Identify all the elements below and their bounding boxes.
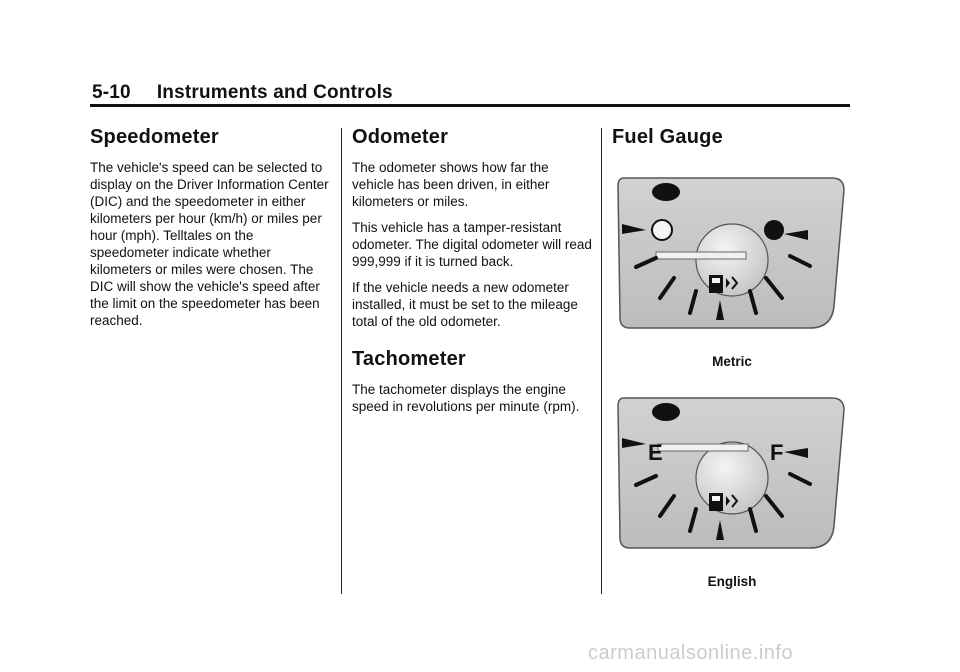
- column-divider-2: [601, 128, 602, 594]
- full-filled-circle-icon: [764, 220, 784, 240]
- odometer-paragraph-1: The odometer shows how far the vehicle has been driven, in either kilometers or miles.: [352, 160, 550, 209]
- page-header: [92, 82, 393, 104]
- speedometer-paragraph: The vehicle's speed can be selected to display on the Driver Information Center (DIC) and the speedometer in either kilometers per hour (km/h) or miles per hour (mph). Telltales on the speedometer indicate whether kilometers or miles were chosen. The DIC will show the vehicle's speed after the limit on the speedometer has been reached.: [90, 160, 329, 328]
- tachometer-heading: Tachometer: [352, 348, 466, 370]
- page-number: 5-10: [92, 82, 131, 103]
- odometer-paragraph-3: If the vehicle needs a new odometer installed, it must be set to the mileage total of the old odometer.: [352, 280, 578, 329]
- empty-open-circle-icon: [652, 220, 672, 240]
- column-divider-1: [341, 128, 342, 594]
- header-rule: [90, 104, 850, 107]
- gauge-needle: [656, 252, 746, 259]
- fuel-gauge-metric-illustration: [612, 172, 852, 332]
- odometer-heading: Odometer: [352, 126, 449, 148]
- fuel-gauge-heading: Fuel Gauge: [612, 126, 723, 148]
- odometer-column: [352, 126, 592, 424]
- watermark: carmanualsonline.info: [588, 642, 794, 664]
- tachometer-paragraph: The tachometer displays the engine speed in revolutions per minute (rpm).: [352, 382, 580, 414]
- gauge-hub: [696, 442, 768, 514]
- gauge-needle: [658, 444, 748, 451]
- speedometer-heading: Speedometer: [90, 126, 219, 148]
- empty-label: E: [648, 440, 663, 465]
- odometer-paragraph-2: This vehicle has a tamper-resistant odometer. The digital odometer will read 999,999 if it is turned back.: [352, 220, 592, 269]
- fuel-gauge-english-illustration: [612, 392, 852, 552]
- section-title: Instruments and Controls: [156, 82, 393, 103]
- oval-indicator-icon: [652, 183, 680, 201]
- metric-caption: Metric: [712, 354, 752, 369]
- full-label: F: [770, 440, 784, 465]
- oval-indicator-icon: [652, 403, 680, 421]
- english-caption: English: [707, 574, 757, 589]
- fuel-gauge-column: [612, 126, 852, 159]
- gauge-hub: [696, 224, 768, 296]
- speedometer-column: [90, 126, 330, 338]
